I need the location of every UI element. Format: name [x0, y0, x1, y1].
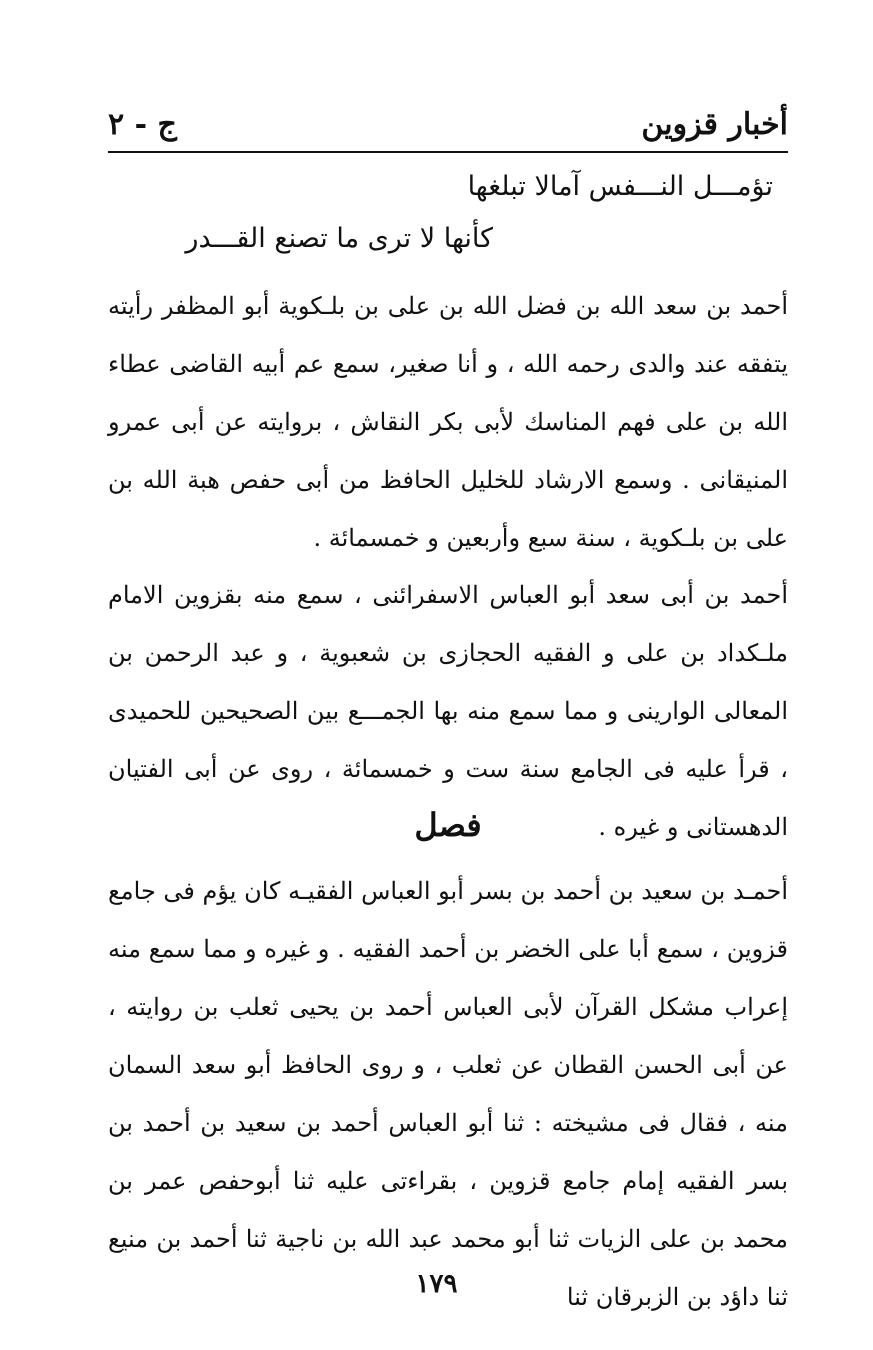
volume-number: ج - ٢ — [108, 107, 177, 142]
verse-line-1: تؤمـــل النـــفس آمالا تبلغها — [467, 171, 773, 202]
biography-entry: أحمد بن أبى سعد أبو العباس الاسفرائنى ، سمع منه بقزوين الامام ملـكداد بن على و الفقيه الحجازى بن شعبوية ، و عبد الرحمن بن المعالى الوارينى و مما سمع منه بها الجمـــع بين الصحيحين للحميدى ، قرأ عليه فى الجامع سنة ست و خمسمائة ، روى عن أبى الفتيان الدهستانى و غيره . — [108, 581, 788, 841]
running-header — [108, 102, 788, 148]
section-heading: فصل — [414, 806, 482, 844]
verse-line-2: كأنها لا ترى ما تصنع القـــدر — [185, 223, 493, 254]
header-divider — [108, 151, 788, 153]
page-number: ١٧٩ — [415, 1269, 458, 1299]
biography-entry: أحمـد بن سعيد بن أحمد بن بسر أبو العباس الفقيـه كان يؤم فى جامع قزوين ، سمع أبا على الخضر بن أحمد الفقيه . و غيره و مما سمع منه إعراب مشكل القرآن لأبى العباس أحمد بن يحيى ثعلب بن روايته ، عن أبى الحسن القطان عن ثعلب ، و روى الحافظ أبو سعد السمان منه ، فقال فى مشيخته : ثنا أبو العباس أحمد بن سعيد بن أحمد بن بسر الفقيه إمام جامع قزوين ، بقراءتى عليه ثنا أبوحفص عمر بن محمد بن على الزيات ثنا أبو محمد عبد الله بن ناجية ثنا أحمد بن منيع ثنا داؤد بن الزبرقان ثنا — [108, 877, 788, 1311]
book-title: أخبار قزوين — [641, 107, 788, 142]
biography-entry: أحمد بن سعد الله بن فضل الله بن على بن بلـكوية أبو المظفر رأيته يتفقه عند والدى رحمه الله ، و أنا صغير، سمع عم أبيه القاضى عطاء الله بن على فهم المناسك لأبى بكر النقاش ، بروايته عن أبى عمرو المنيقانى . وسمع الارشاد للخليل الحافظ من أبى حفص هبة الله بن على بن بلـكوية ، سنة سبع وأربعين و خمسمائة . — [108, 292, 788, 552]
